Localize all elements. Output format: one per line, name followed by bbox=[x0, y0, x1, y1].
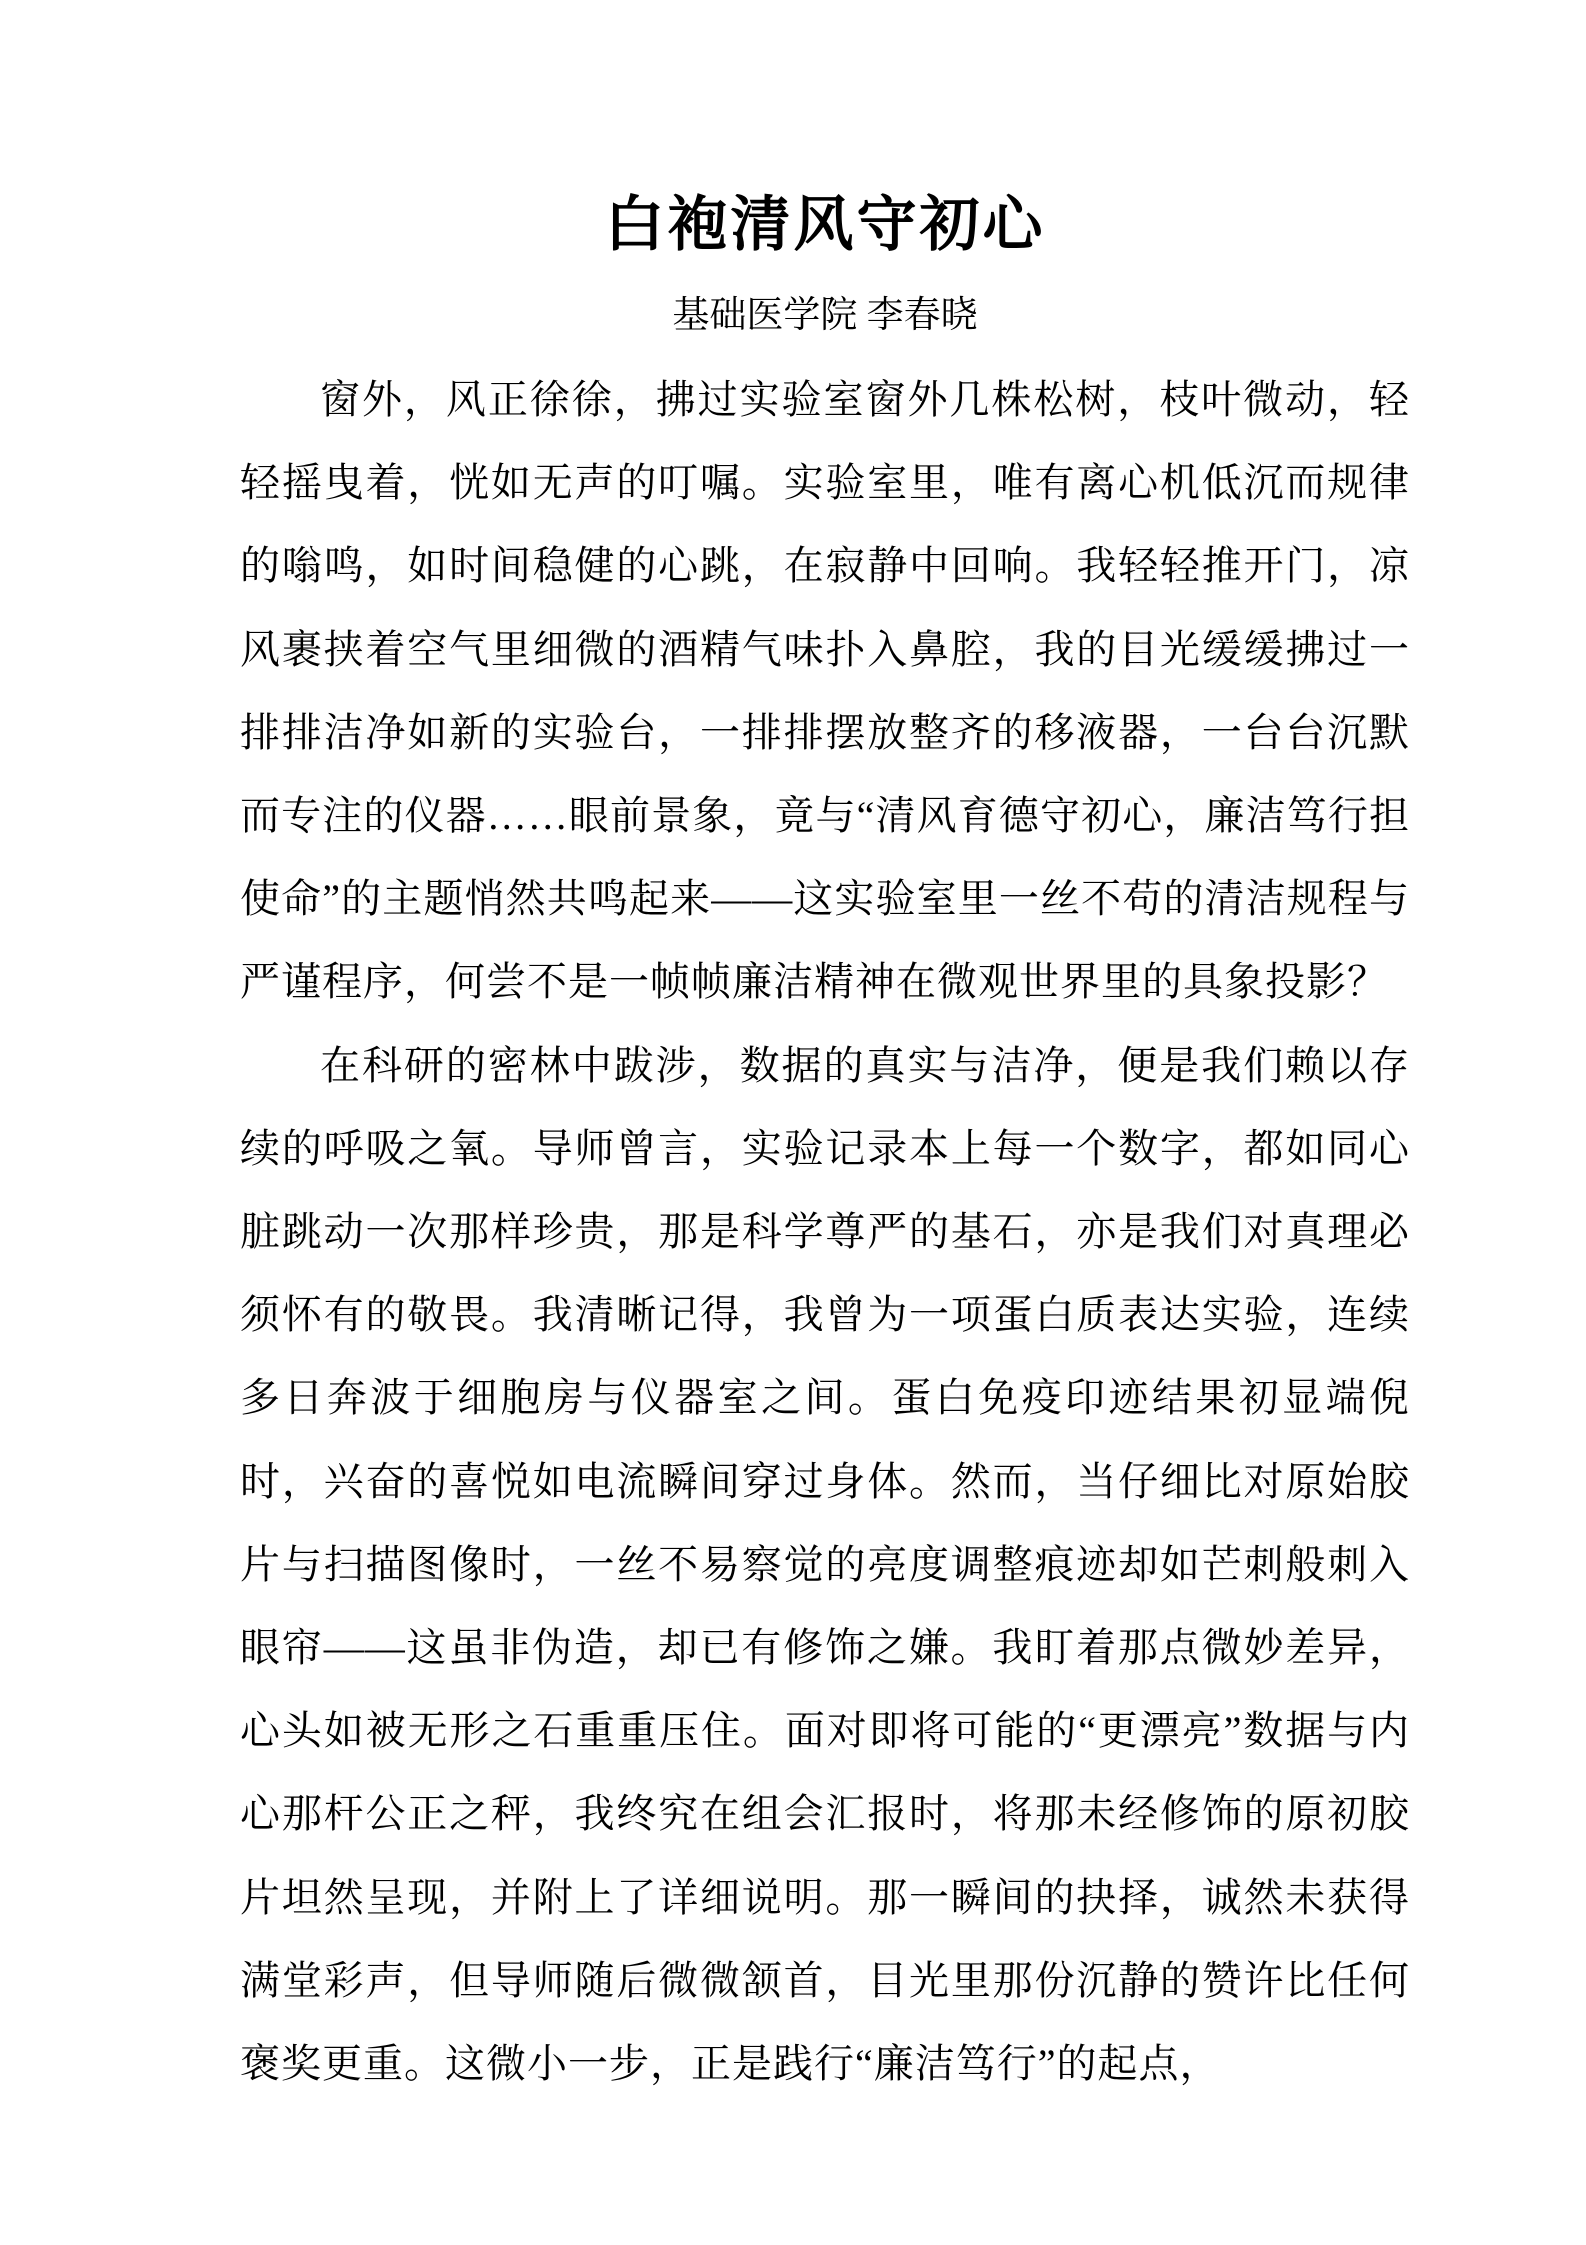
paragraph-1: 窗外，风正徐徐，拂过实验室窗外几株松树，枝叶微动，轻轻摇曳着，恍如无声的叮嘱。实验室里，唯有离心机低沉而规律的嗡鸣，如时间稳健的心跳，在寂静中回响。我轻轻推开门，凉风裹挟着空气里细微的酒精气味扑入鼻腔，我的目光缓缓拂过一排排洁净如新的实验台，一排排摆放整齐的移液器，一台台沉默而专注的仪器……眼前景象，竟与“清风育德守初心，廉洁笃行担使命”的主题悄然共鸣起来——这实验室里一丝不苟的清洁规程与严谨程序，何尝不是一帧帧廉洁精神在微观世界里的具象投影？ bbox=[240, 377, 1410, 1005]
paragraph-2: 在科研的密林中跋涉，数据的真实与洁净，便是我们赖以存续的呼吸之氧。导师曾言，实验记录本上每一个数字，都如同心脏跳动一次那样珍贵，那是科学尊严的基石，亦是我们对真理必须怀有的敬畏。我清晰记得，我曾为一项蛋白质表达实验，连续多日奔波于细胞房与仪器室之间。蛋白免疫印迹结果初显端倪时，兴奋的喜悦如电流瞬间穿过身体。然而，当仔细比对原始胶片与扫描图像时，一丝不易察觉的亮度调整痕迹却如芒刺般刺入眼帘——这虽非伪造，却已有修饰之嫌。我盯着那点微妙差异，心头如被无形之石重重压住。面对即将可能的“更漂亮”数据与内心那杆公正之秤，我终究在组会汇报时，将那未经修饰的原初胶片坦然呈现，并附上了详细说明。那一瞬间的抉择，诚然未获得满堂彩声，但导师随后微微颔首，目光里那份沉静的赞许比任何褒奖更重。这微小一步，正是践行“廉洁笃行”的起点， bbox=[240, 1042, 1410, 2087]
document-byline: 基础医学院 李春晓 bbox=[672, 295, 978, 336]
document-body bbox=[240, 358, 1410, 2105]
document-title: 白袍清风守初心 bbox=[604, 191, 1046, 258]
